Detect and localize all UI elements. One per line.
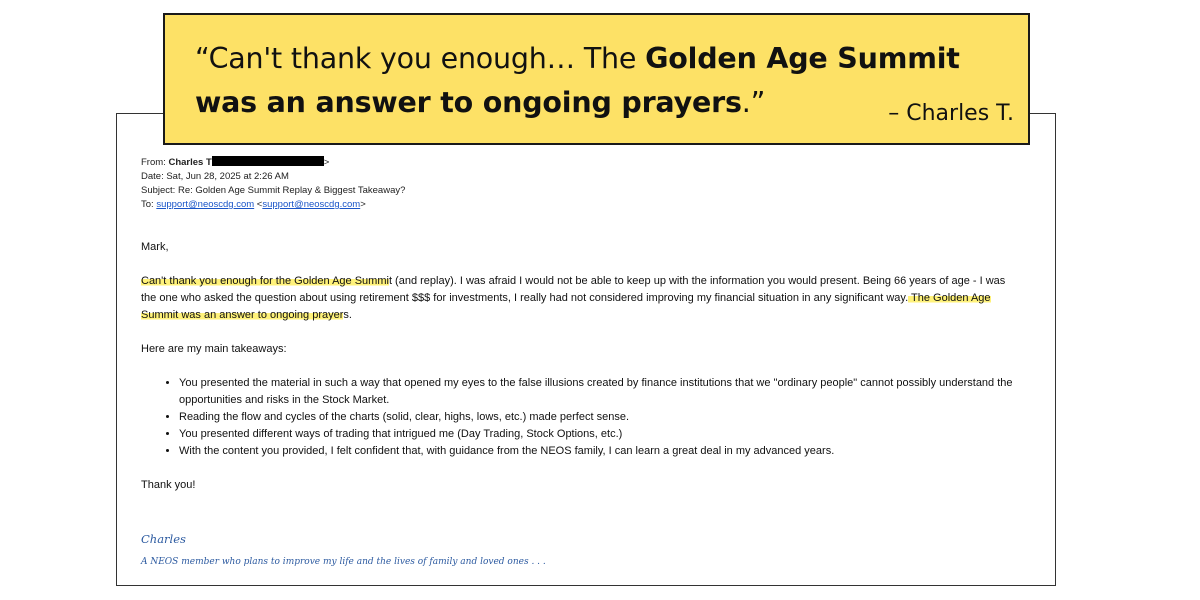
paragraph-end: s. <box>343 309 352 321</box>
quote-open-mark: “ <box>195 42 209 75</box>
takeaway-item: • You presented different ways of trading that intrigued me (Day Trading, Stock Options, etc.) <box>179 426 1021 443</box>
email-screenshot <box>116 113 1056 586</box>
to-row: To: support@neoscdg.com <support@neoscdg.com> <box>141 199 366 210</box>
from-label: From: <box>141 157 166 168</box>
main-paragraph <box>141 273 1021 324</box>
to-label: To: <box>141 199 154 210</box>
redacted-email-bar <box>212 156 324 166</box>
email-body <box>141 239 1021 494</box>
testimonial-quote-box <box>163 13 1030 145</box>
highlight-1: Can't thank you enough for the Golden Age Summi <box>141 275 389 287</box>
signature-name: Charles <box>141 532 186 546</box>
takeaway-item: • You presented the material in such a way that opened my eyes to the false illusions created by finance institutions that we "ordinary people" cannot possibly understand the opportunities and risks in the Stock Market. <box>179 375 1021 409</box>
thank-you: Thank you! <box>141 479 196 491</box>
signature-tagline: A NEOS member who plans to improve my life and the lives of family and loved ones . . . <box>141 557 546 567</box>
quote-author: – Charles T. <box>888 101 1014 126</box>
takeaway-item: • Reading the flow and cycles of the charts (solid, clear, highs, lows, etc.) made perfect sense. <box>179 409 1021 426</box>
signature <box>141 531 546 568</box>
to-email-link[interactable]: support@neoscdg.com <box>156 199 255 210</box>
highlight-2: The Golden Age Summit was an answer to ongoing prayer <box>141 292 991 321</box>
takeaways-list <box>141 375 1021 460</box>
quote-end: .” <box>741 86 766 119</box>
from-suffix: > <box>323 157 330 168</box>
email-headers <box>141 156 405 212</box>
date-row: Date: Sat, Jun 28, 2025 at 2:26 AM <box>141 171 289 182</box>
from-row <box>141 156 405 170</box>
quote-bold-1: Golden Age Summit <box>645 42 960 75</box>
to-email-bracket-link[interactable]: support@neoscdg.com <box>262 199 361 210</box>
takeaway-item: • With the content you provided, I felt confident that, with guidance from the NEOS family, I can learn a great deal in my advanced years. <box>179 443 1021 460</box>
paragraph-middle: t (and replay). I was afraid I would not be able to keep up with the information you would present. Being 66 years of age - I was the one who asked the question about using retirement $$$ for investments, I really had not considered improving my financial situation in any significant way. <box>141 275 1006 304</box>
subject-row: Subject: Re: Golden Age Summit Replay & Biggest Takeaway? <box>141 185 406 196</box>
greeting: Mark, <box>141 241 169 253</box>
quote-bold-2: was an answer to ongoing prayers <box>195 86 742 119</box>
sender-name: Charles T <box>168 157 212 168</box>
quote-plain-1: Can't thank you enough… The <box>208 42 646 75</box>
takeaways-intro: Here are my main takeaways: <box>141 343 287 355</box>
